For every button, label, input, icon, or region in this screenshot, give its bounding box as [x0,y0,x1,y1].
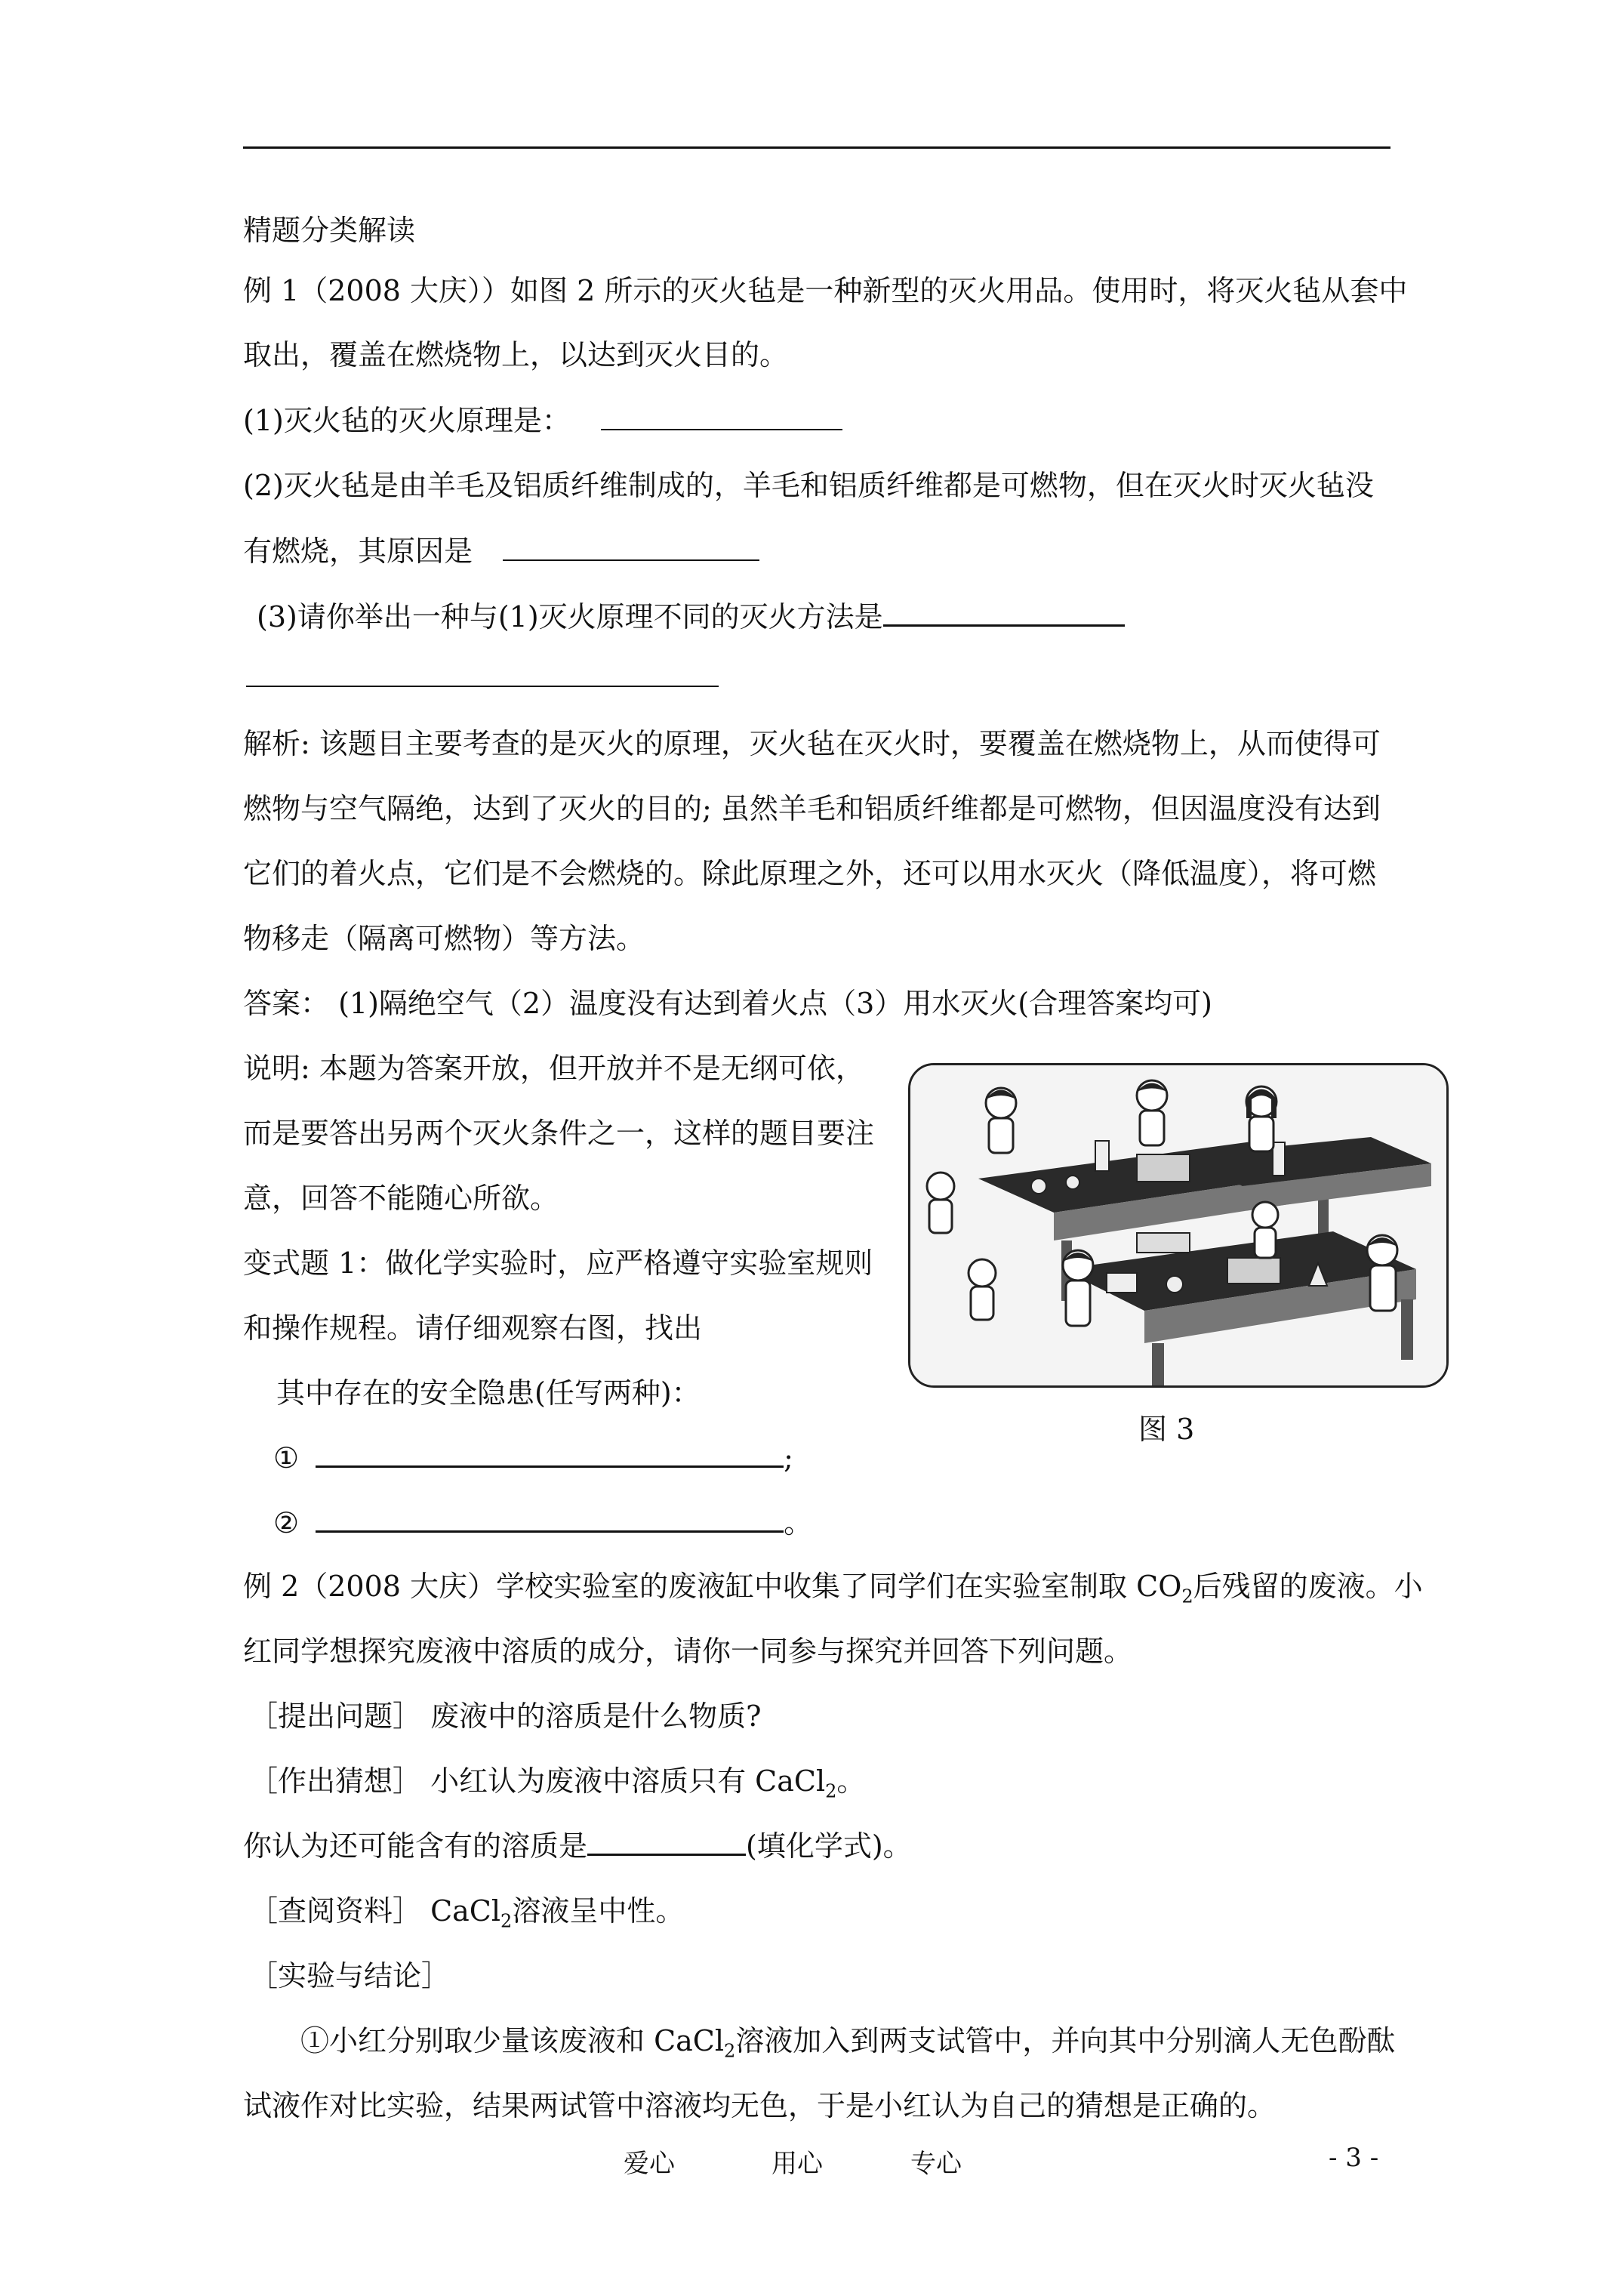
hazard-item-2 [273,1504,812,1542]
page-number: - 3 - [1329,2143,1379,2173]
lab-scene-drawing [910,1065,1446,1385]
guess-text: ［作出猜想］ 小红认为废液中溶质只有 CaCl [249,1764,826,1798]
note-line2: 而是要答出另两个灭火条件之一，这样的题目要注 [243,1117,875,1150]
answer-blank-q3[interactable] [883,599,1125,627]
guess-end: 。 [836,1764,866,1798]
answer-blank-q2[interactable] [503,534,759,561]
footer-middle: 用心 [771,2149,823,2179]
answer-blank-q1[interactable] [601,403,842,430]
answer-line: 答案： (1)隔绝空气（2）温度没有达到着火点（3）用水灭火(合理答案均可) [243,987,1212,1020]
info-text: ［查阅资料］ CaCl [249,1894,501,1928]
section-title: 精题分类解读 [243,214,416,247]
header-rule [243,146,1390,149]
step1-sub: 2 [724,2040,736,2062]
example2-line1-b: 后残留的废液。小 [1193,1570,1423,1603]
example1-question1 [243,402,842,439]
question1-text: (1)灭火毡的灭火原理是： [243,404,571,437]
answer-blank-q3-continuation[interactable] [246,686,719,687]
variant-line1: 变式题 1：做化学实验时，应严格遵守实验室规则 [243,1247,873,1280]
example1-line2: 取出，覆盖在燃烧物上，以达到灭火目的。 [243,338,789,371]
variant-line3: 其中存在的安全隐患(任写两种)： [276,1376,701,1410]
solute-answer-blank[interactable] [587,1828,746,1856]
footer-left: 爱心 [624,2149,675,2179]
hazard-mark-1: ① [273,1441,300,1475]
example2-step1 [300,2022,1395,2070]
example1-question2-line1: (2)灭火毡是由羊毛及铝质纤维制成的，羊毛和铝质纤维都是可燃物，但在灭火时灭火毡没 [243,469,1374,502]
example1-question2-line2 [243,532,759,570]
hazard-mark-2: ② [273,1506,300,1539]
example2-fill [243,1827,912,1865]
question2-text: 有燃烧，其原因是 [243,535,473,568]
example2-line1-sub: 2 [1181,1586,1193,1607]
analysis-line4: 物移走（隔离可燃物）等方法。 [243,922,645,955]
hazard-end-1: ; [784,1441,793,1475]
example2-line2: 红同学想探究废液中溶质的成分，请你一同参与探究并回答下列问题。 [243,1635,1133,1668]
note-line3: 意，回答不能随心所欲。 [243,1182,559,1215]
hazard-blank-2[interactable] [316,1505,784,1533]
example2-info [249,1892,684,1940]
guess-sub: 2 [825,1780,837,1802]
step1-end: 溶液加入到两支试管中，并向其中分别滴人无色酚酞 [735,2024,1396,2057]
example2-guess [249,1762,865,1811]
hazard-blank-1[interactable] [316,1440,784,1468]
example2-experiment: ［实验与结论］ [249,1959,451,1992]
variant-line2: 和操作规程。请仔细观察右图，找出 [243,1311,703,1345]
analysis-line2: 燃物与空气隔绝，达到了灭火的目的; 虽然羊毛和铝质纤维都是可燃物，但因温度没有达到 [243,792,1381,825]
example1-line1: 例 1（2008 大庆））如图 2 所示的灭火毡是一种新型的灭火用品。使用时，将灭火毡从套中 [243,274,1408,307]
hazard-item-1 [273,1439,793,1477]
example1-question3 [257,598,1125,636]
example2-ask: ［提出问题］ 废液中的溶质是什么物质? [249,1700,762,1733]
analysis-line3: 它们的着火点，它们是不会燃烧的。除此原理之外，还可以用水灭火（降低温度），将可燃 [243,857,1377,890]
example2-step1-line2: 试液作对比实验，结果两试管中溶液均无色，于是小红认为自己的猜想是正确的。 [243,2089,1277,2122]
fill-end: (填化学式)。 [746,1829,912,1863]
question3-text: (3)请你举出一种与(1)灭火原理不同的灭火方法是 [257,600,883,633]
step1-text: ①小红分别取少量该废液和 CaCl [300,2024,725,2057]
example2-line1-a: 例 2（2008 大庆）学校实验室的废液缸中收集了同学们在实验室制取 CO [243,1570,1182,1603]
figure-caption: 图 3 [1138,1413,1195,1446]
note-line1: 说明: 本题为答案开放，但开放并不是无纲可依， [243,1052,864,1085]
lab-illustration [908,1063,1449,1388]
fill-text: 你认为还可能含有的溶质是 [243,1829,588,1863]
footer-right: 专心 [910,2149,962,2179]
example2-line1 [243,1567,1423,1616]
info-end: 溶液呈中性。 [512,1894,685,1928]
info-sub: 2 [500,1910,513,1932]
analysis-line1: 解析: 该题目主要考查的是灭火的原理，灭火毡在灭火时，要覆盖在燃烧物上，从而使得可 [243,727,1381,760]
hazard-end-2: 。 [784,1506,813,1539]
